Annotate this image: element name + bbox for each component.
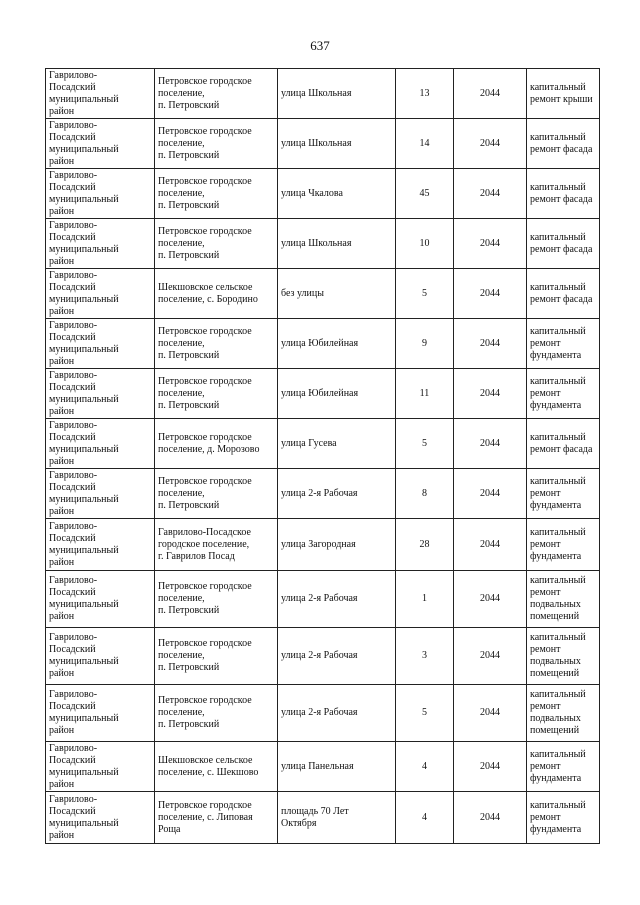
district-cell bbox=[46, 519, 155, 571]
settlement-cell-text: Петровское городское поселение, п. Петровский bbox=[158, 695, 252, 730]
table-row bbox=[46, 169, 600, 219]
table-row bbox=[46, 628, 600, 685]
work-type-cell bbox=[527, 369, 600, 419]
work-type-cell-text: капитальный ремонт фасада bbox=[530, 281, 593, 305]
district-cell-text: Гаврилово- Посадский муниципальный район bbox=[49, 793, 119, 841]
year-cell bbox=[454, 169, 527, 219]
district-cell-text: Гаврилово- Посадский муниципальный район bbox=[49, 119, 119, 167]
settlement-cell-text: Петровское городское поселение, п. Петровский bbox=[158, 581, 252, 616]
year-cell-text: 2044 bbox=[480, 237, 500, 249]
district-cell-text: Гаврилово- Посадский муниципальный район bbox=[49, 369, 119, 417]
year-cell-text: 2044 bbox=[480, 650, 500, 661]
year-cell-text: 2044 bbox=[480, 487, 500, 499]
work-type-cell bbox=[527, 219, 600, 269]
repair-schedule-table bbox=[45, 68, 600, 844]
work-type-cell bbox=[527, 792, 600, 844]
work-type-cell-text: капитальный ремонт подвальных помещений bbox=[530, 632, 586, 679]
year-cell bbox=[454, 519, 527, 571]
house-number-cell-text: 5 bbox=[422, 437, 427, 449]
house-number-cell-text: 4 bbox=[422, 811, 427, 823]
house-number-cell-text: 3 bbox=[422, 650, 427, 661]
house-number-cell-text: 10 bbox=[419, 237, 430, 249]
year-cell-text: 2044 bbox=[480, 707, 500, 718]
table-body bbox=[46, 69, 600, 844]
district-cell bbox=[46, 219, 155, 269]
street-cell-text: без улицы bbox=[281, 287, 324, 299]
house-number-cell-text: 5 bbox=[422, 707, 427, 718]
street-cell bbox=[278, 519, 396, 571]
street-cell-text: улица Школьная bbox=[281, 137, 352, 149]
house-number-cell-text: 1 bbox=[422, 593, 427, 604]
district-cell bbox=[46, 369, 155, 419]
house-number-cell bbox=[396, 742, 454, 792]
house-number-cell bbox=[396, 469, 454, 519]
year-cell-text: 2044 bbox=[480, 187, 500, 199]
district-cell-text: Гаврилово- Посадский муниципальный район bbox=[49, 319, 119, 367]
work-type-cell bbox=[527, 571, 600, 628]
house-number-cell bbox=[396, 169, 454, 219]
district-cell bbox=[46, 469, 155, 519]
year-cell bbox=[454, 319, 527, 369]
street-cell bbox=[278, 69, 396, 119]
district-cell-text: Гаврилово- Посадский муниципальный район bbox=[49, 520, 119, 568]
street-cell-text: улица Школьная bbox=[281, 237, 352, 249]
house-number-cell-text: 14 bbox=[419, 137, 430, 149]
street-cell-text: площадь 70 Лет Октября bbox=[281, 805, 349, 829]
year-cell-text: 2044 bbox=[480, 137, 500, 149]
settlement-cell-text: Петровское городское поселение, п. Петровский bbox=[158, 125, 252, 161]
house-number-cell-text: 5 bbox=[422, 287, 427, 299]
district-cell bbox=[46, 628, 155, 685]
settlement-cell-text: Шекшовское сельское поселение, с. Бородино bbox=[158, 281, 258, 305]
settlement-cell-text: Петровское городское поселение, п. Петровский bbox=[158, 375, 252, 411]
district-cell-text: Гаврилово- Посадский муниципальный район bbox=[49, 169, 119, 217]
district-cell bbox=[46, 169, 155, 219]
district-cell bbox=[46, 269, 155, 319]
house-number-cell bbox=[396, 792, 454, 844]
work-type-cell-text: капитальный ремонт фундамента bbox=[530, 748, 586, 784]
settlement-cell bbox=[155, 369, 278, 419]
work-type-cell bbox=[527, 469, 600, 519]
street-cell bbox=[278, 792, 396, 844]
settlement-cell-text: Петровское городское поселение, п. Петровский bbox=[158, 225, 252, 261]
district-cell-text: Гаврилово- Посадский муниципальный район bbox=[49, 469, 119, 517]
table-row bbox=[46, 369, 600, 419]
work-type-cell-text: капитальный ремонт фасада bbox=[530, 181, 593, 205]
settlement-cell-text: Петровское городское поселение, п. Петровский bbox=[158, 638, 252, 673]
work-type-cell bbox=[527, 685, 600, 742]
settlement-cell bbox=[155, 685, 278, 742]
work-type-cell bbox=[527, 119, 600, 169]
district-cell-text: Гаврилово- Посадский муниципальный район bbox=[49, 69, 119, 117]
district-cell bbox=[46, 119, 155, 169]
street-cell bbox=[278, 469, 396, 519]
street-cell-text: улица 2-я Рабочая bbox=[281, 707, 358, 718]
year-cell-text: 2044 bbox=[480, 593, 500, 604]
settlement-cell bbox=[155, 69, 278, 119]
street-cell bbox=[278, 628, 396, 685]
year-cell bbox=[454, 742, 527, 792]
table-row bbox=[46, 319, 600, 369]
year-cell-text: 2044 bbox=[480, 87, 500, 99]
table-row bbox=[46, 742, 600, 792]
street-cell bbox=[278, 319, 396, 369]
house-number-cell-text: 28 bbox=[419, 538, 430, 550]
settlement-cell-text: Петровское городское поселение, с. Липовая Роща bbox=[158, 799, 253, 835]
street-cell-text: улица 2-я Рабочая bbox=[281, 593, 358, 604]
street-cell-text: улица Юбилейная bbox=[281, 387, 359, 399]
district-cell bbox=[46, 69, 155, 119]
district-cell bbox=[46, 319, 155, 369]
table-row bbox=[46, 571, 600, 628]
work-type-cell bbox=[527, 269, 600, 319]
year-cell-text: 2044 bbox=[480, 387, 500, 399]
year-cell-text: 2044 bbox=[480, 811, 500, 823]
work-type-cell-text: капитальный ремонт фасада bbox=[530, 231, 593, 255]
year-cell bbox=[454, 419, 527, 469]
year-cell bbox=[454, 685, 527, 742]
year-cell bbox=[454, 269, 527, 319]
settlement-cell-text: Петровское городское поселение, п. Петровский bbox=[158, 475, 252, 511]
house-number-cell-text: 4 bbox=[422, 760, 427, 772]
settlement-cell bbox=[155, 319, 278, 369]
house-number-cell-text: 45 bbox=[419, 187, 430, 199]
district-cell-text: Гаврилово- Посадский муниципальный район bbox=[49, 575, 119, 622]
year-cell-text: 2044 bbox=[480, 437, 500, 449]
house-number-cell-text: 9 bbox=[422, 337, 427, 349]
district-cell bbox=[46, 792, 155, 844]
work-type-cell-text: капитальный ремонт фундамента bbox=[530, 375, 586, 411]
settlement-cell-text: Петровское городское поселение, п. Петровский bbox=[158, 325, 252, 361]
street-cell-text: улица Юбилейная bbox=[281, 337, 359, 349]
house-number-cell bbox=[396, 269, 454, 319]
table-row bbox=[46, 269, 600, 319]
district-cell-text: Гаврилово- Посадский муниципальный район bbox=[49, 219, 119, 267]
table-row bbox=[46, 469, 600, 519]
year-cell bbox=[454, 571, 527, 628]
house-number-cell-text: 13 bbox=[419, 87, 430, 99]
settlement-cell-text: Шекшовское сельское поселение, с. Шекшово bbox=[158, 754, 259, 778]
street-cell bbox=[278, 269, 396, 319]
year-cell bbox=[454, 792, 527, 844]
street-cell-text: улица Школьная bbox=[281, 87, 352, 99]
district-cell-text: Гаврилово- Посадский муниципальный район bbox=[49, 689, 119, 736]
settlement-cell-text: Петровское городское поселение, п. Петровский bbox=[158, 75, 252, 111]
table-row bbox=[46, 419, 600, 469]
year-cell-text: 2044 bbox=[480, 538, 500, 550]
work-type-cell-text: капитальный ремонт крыши bbox=[530, 81, 593, 105]
house-number-cell bbox=[396, 319, 454, 369]
street-cell-text: улица Панельная bbox=[281, 760, 354, 772]
street-cell bbox=[278, 571, 396, 628]
work-type-cell bbox=[527, 419, 600, 469]
settlement-cell bbox=[155, 219, 278, 269]
table-row bbox=[46, 119, 600, 169]
work-type-cell-text: капитальный ремонт подвальных помещений bbox=[530, 689, 586, 736]
year-cell bbox=[454, 469, 527, 519]
settlement-cell bbox=[155, 628, 278, 685]
work-type-cell-text: капитальный ремонт фасада bbox=[530, 131, 593, 155]
house-number-cell bbox=[396, 119, 454, 169]
house-number-cell bbox=[396, 219, 454, 269]
table-row bbox=[46, 685, 600, 742]
year-cell bbox=[454, 369, 527, 419]
street-cell bbox=[278, 169, 396, 219]
street-cell bbox=[278, 219, 396, 269]
district-cell bbox=[46, 685, 155, 742]
house-number-cell bbox=[396, 685, 454, 742]
year-cell bbox=[454, 119, 527, 169]
street-cell bbox=[278, 419, 396, 469]
settlement-cell bbox=[155, 269, 278, 319]
settlement-cell-text: Гаврилово-Посадское городское поселение, г. Гаврилов Посад bbox=[158, 526, 251, 562]
street-cell-text: улица Чкалова bbox=[281, 187, 343, 199]
table-row bbox=[46, 519, 600, 571]
work-type-cell-text: капитальный ремонт подвальных помещений bbox=[530, 575, 586, 622]
work-type-cell bbox=[527, 319, 600, 369]
year-cell bbox=[454, 628, 527, 685]
work-type-cell-text: капитальный ремонт фундамента bbox=[530, 475, 586, 511]
house-number-cell-text: 8 bbox=[422, 487, 427, 499]
settlement-cell-text: Петровское городское поселение, п. Петровский bbox=[158, 175, 252, 211]
settlement-cell bbox=[155, 169, 278, 219]
street-cell bbox=[278, 369, 396, 419]
house-number-cell bbox=[396, 369, 454, 419]
house-number-cell-text: 11 bbox=[419, 387, 430, 399]
district-cell-text: Гаврилово- Посадский муниципальный район bbox=[49, 419, 119, 467]
district-cell bbox=[46, 742, 155, 792]
year-cell-text: 2044 bbox=[480, 337, 500, 349]
work-type-cell bbox=[527, 169, 600, 219]
street-cell bbox=[278, 685, 396, 742]
table-row bbox=[46, 219, 600, 269]
district-cell-text: Гаврилово- Посадский муниципальный район bbox=[49, 742, 119, 790]
house-number-cell bbox=[396, 519, 454, 571]
street-cell-text: улица 2-я Рабочая bbox=[281, 650, 358, 661]
work-type-cell-text: капитальный ремонт фундамента bbox=[530, 799, 586, 835]
settlement-cell bbox=[155, 469, 278, 519]
settlement-cell bbox=[155, 519, 278, 571]
street-cell-text: улица Загородная bbox=[281, 538, 356, 550]
street-cell bbox=[278, 742, 396, 792]
settlement-cell bbox=[155, 742, 278, 792]
year-cell bbox=[454, 69, 527, 119]
house-number-cell bbox=[396, 419, 454, 469]
street-cell bbox=[278, 119, 396, 169]
work-type-cell-text: капитальный ремонт фасада bbox=[530, 431, 593, 455]
work-type-cell-text: капитальный ремонт фундамента bbox=[530, 526, 586, 562]
work-type-cell bbox=[527, 628, 600, 685]
house-number-cell bbox=[396, 571, 454, 628]
year-cell-text: 2044 bbox=[480, 760, 500, 772]
table-row bbox=[46, 69, 600, 119]
street-cell-text: улица 2-я Рабочая bbox=[281, 487, 358, 499]
work-type-cell bbox=[527, 742, 600, 792]
work-type-cell bbox=[527, 69, 600, 119]
work-type-cell-text: капитальный ремонт фундамента bbox=[530, 325, 586, 361]
work-type-cell bbox=[527, 519, 600, 571]
settlement-cell bbox=[155, 419, 278, 469]
street-cell-text: улица Гусева bbox=[281, 437, 337, 449]
district-cell-text: Гаврилово- Посадский муниципальный район bbox=[49, 632, 119, 679]
district-cell-text: Гаврилово- Посадский муниципальный район bbox=[49, 269, 119, 317]
settlement-cell bbox=[155, 571, 278, 628]
district-cell bbox=[46, 419, 155, 469]
settlement-cell-text: Петровское городское поселение, д. Морозово bbox=[158, 431, 260, 455]
settlement-cell bbox=[155, 792, 278, 844]
district-cell bbox=[46, 571, 155, 628]
house-number-cell bbox=[396, 69, 454, 119]
house-number-cell bbox=[396, 628, 454, 685]
year-cell-text: 2044 bbox=[480, 287, 500, 299]
year-cell bbox=[454, 219, 527, 269]
page-number: 637 bbox=[310, 38, 330, 53]
settlement-cell bbox=[155, 119, 278, 169]
table-row bbox=[46, 792, 600, 844]
